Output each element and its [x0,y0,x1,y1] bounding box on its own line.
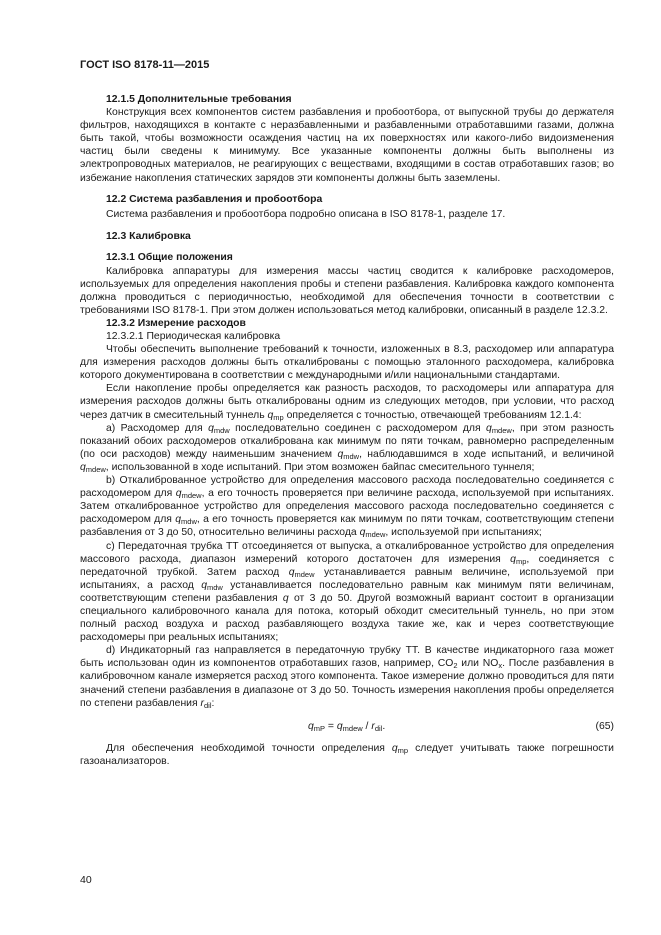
text-run: , используемой при испытаниях; [385,527,542,539]
paragraph [80,382,614,421]
subheading-12-3-2-1 [80,330,614,343]
symbol: q [486,422,492,434]
text-run: / [362,720,372,732]
document-code-header: ГОСТ ISO 8178-11—2015 [80,59,210,71]
heading-12-3-1 [80,251,614,264]
symbol: q [510,553,516,565]
page-number: 40 [80,874,92,886]
subscript: mdew [342,723,363,733]
symbol: q [80,461,86,473]
subscript: mdew [181,491,202,501]
list-item-a [80,422,614,474]
paragraph [80,742,614,768]
symbol: q [201,579,207,591]
symbol: q [391,742,398,754]
text-run: 12.3 Калибровка [106,230,191,242]
paragraph [80,208,614,221]
heading-12-2 [80,193,614,206]
subscript: mp [273,412,284,422]
text-run: , наблюдавшимся в ходе испытаний, и величиной [359,448,615,460]
subscript: dil [203,700,212,710]
text-run: , при этом разность показаний обоих расходомеров откалибрована как минимум по пяти точкам, равномерно распределенным (по оси расходов) между наименьшим значением [80,422,614,460]
list-item-b [80,474,614,539]
text-run: , а его точность проверяется как минимум по пяти точкам, соответствующим степени разбавления от 3 до 50, относительно величины расхода [80,514,614,539]
symbol: q [282,592,289,604]
text-run: a) Расходомер для [106,422,209,434]
document-body [80,93,614,768]
text-run: 12.3.1 Общие положения [106,252,233,264]
equation-formula [308,720,385,733]
heading-12-3-2 [80,317,614,330]
symbol: q [208,422,214,434]
subscript: mdw [207,582,223,592]
symbol: q [288,566,295,578]
text-run: от 3 до 50. Другой возможный вариант состоит в организации специального калибровочного канала для потока, который обходит смесительный туннель, но при этом полный расход воздуха и расход разбавляющего воздуха такие же, как и через соответствующие расходомеры при реальных испытаниях; [80,592,614,644]
subscript: mdew [294,569,315,579]
text-run: 12.3.2 Измерение расходов [106,317,246,329]
text-run: устанавливается последовательно равным как минимум пяти величинам, соответствующим степени разбавления [80,579,614,604]
symbol: q [308,720,314,732]
symbol: r [371,720,375,732]
symbol: q [175,488,182,500]
subscript: mdw [213,425,230,435]
text-run: , соединяется с передаточной трубкой. Затем расход [80,553,614,578]
paragraph [80,265,614,317]
text-run: , а его точность проверяется при величине расхода, используемой при испытаниях. Затем откалиброванное устройство для определения массового расхода последовательно соединяется с расходомером для [80,488,614,526]
text-run: следует учитывать также погрешности газоанализаторов. [80,742,614,767]
symbol: q [267,409,274,421]
text-run: , использованной в ходе испытаний. При этом возможен байпас смесительного туннеля; [105,461,535,473]
symbol: q [337,448,344,460]
text-run: Калибровка аппаратуры для измерения массы частиц сводится к калибровке расходомеров, используемых для определения накопления пробы и степени разбавления. Калибровка каждого компонента должна проводиться с периодичностью, необходимой для обеспечения точности в соответствии с требованиями ISO 8178-1. При этом должен использоваться метод калибровки, описанный в разделе 12.3.2. [80,265,614,316]
subscript: mP [313,723,326,733]
heading-12-3 [80,230,614,243]
equation-number: (65) [595,720,614,732]
text-run: d) Индикаторный газ направляется в передаточную трубку ТТ. В качестве индикаторного газа может быть использован один из компонентов отработавших газов, например, CO [80,645,614,670]
subscript: mdew [491,425,512,435]
text-run: 12.3.2.1 Периодическая калибровка [106,331,281,342]
list-item-d [80,644,614,709]
paragraph [80,106,614,185]
text-run: определяется с точностью, отвечающей требованиям 12.1.4: [283,409,582,421]
symbol: q [336,720,343,732]
heading-12-1-5 [80,93,614,106]
subscript: mdw [343,451,360,461]
text-run: : [211,697,215,709]
symbol: q [175,514,182,526]
text-run: c) Передаточная трубка ТТ отсоединяется от выпуска, а откалиброванное устройство для определения массового расхода, диапазон измерений которого достаточен для измерения [80,540,614,565]
list-item-c [80,540,614,645]
text-run: Конструкция всех компонентов систем разбавления и пробоотбора, от выпускной трубы до держателя фильтров, находящихся в контакте с неразбавленными и разбавленными отработавшими газами, должна быть такой, чтобы возможности осаждения частиц на их поверхностях или какого-либо видоизменения частиц были сведены к минимуму. Все указанные компоненты должны быть выполнены из электропроводных материалов, не реагирующих с веществами, входящими в состав отработавших газов; во избежание накопления статических зарядов эти компоненты должны быть заземлены. [80,107,614,184]
text-run: Чтобы обеспечить выполнение требований к точности, изложенных в 8.3, расходомер или аппаратура для измерения расходов должны быть откалиброваны с помощью эталонного расходомера, калибровка которого документирована в соответствии с международными и/или национальными стандартами. [80,344,614,382]
subscript: mp [515,556,527,566]
text-run: = [325,720,337,732]
subscript: mdew [365,530,386,540]
text-run: . [382,720,386,732]
text-run: . После разбавления в калибровочном канале измеряется расход этого компонента. Такое измерение должно проводиться для пяти значений степени разбавления в диапазоне от 3 до 50. Точность измерения накопления пробы определяется по степени разбавления [80,658,614,709]
subscript: mdew [85,464,106,474]
subscript: x [498,661,503,671]
text-run: или NO [457,658,499,670]
text-run: 12.1.5 Дополнительные требования [106,94,292,105]
text-run: устанавливается равным величине, используемой при испытаниях, а расход [80,566,614,591]
text-run: b) Откалиброванное устройство для определения массового расхода последовательно соединяется с расходомером для [80,475,614,500]
text-run: Система разбавления и пробоотбора подробно описана в ISO 8178-1, разделе 17. [106,209,506,221]
symbol: r [200,697,204,709]
text-run: 12.2 Система разбавления и пробоотбора [106,194,323,206]
text-run: Для обеспечения необходимой точности определения [106,742,392,754]
equation-65 [80,720,614,734]
text-run: последовательно соединен с расходомером для [229,422,487,434]
subscript: mdw [181,517,197,527]
symbol: q [359,527,366,539]
subscript: dil [374,723,383,733]
text-run: Если накопление пробы определяется как разность расходов, то расходомеры или аппаратура для измерения расходов должны быть откалиброваны одним из следующих методов, при условии, что расход через датчик в смесительный туннель [80,383,614,421]
paragraph [80,343,614,382]
subscript: 2 [453,661,458,671]
subscript: mp [397,745,409,755]
